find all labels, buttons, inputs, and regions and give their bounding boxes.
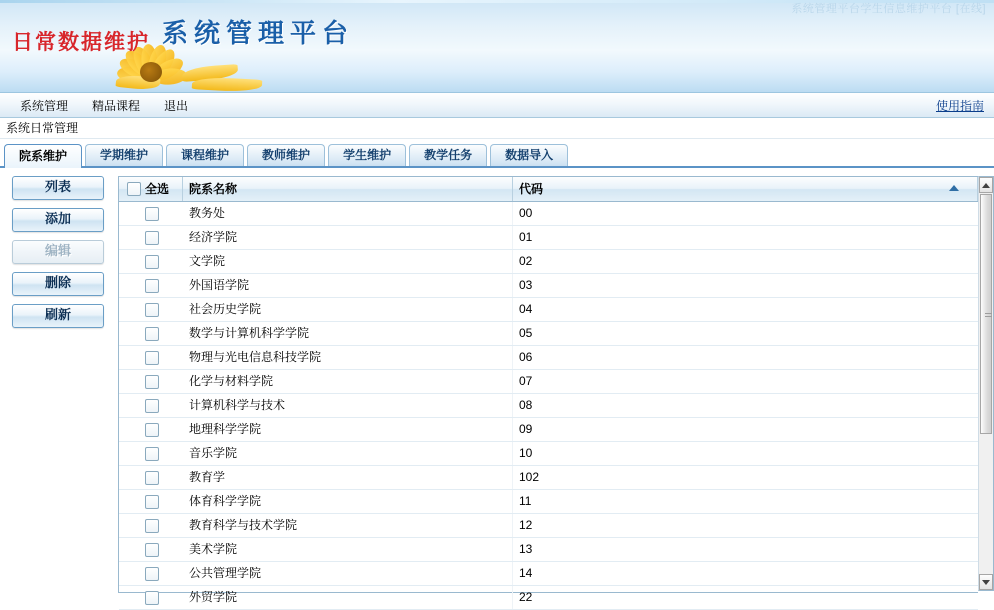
row-checkbox[interactable] — [145, 471, 159, 485]
table-row[interactable] — [119, 562, 978, 586]
platform-subtitle: 日常数据维护 — [12, 30, 150, 54]
sort-ascending-icon — [949, 185, 959, 191]
cell-department-code: 102 — [519, 470, 540, 484]
table-row[interactable] — [119, 418, 978, 442]
row-checkbox[interactable] — [145, 327, 159, 341]
table-row[interactable] — [119, 370, 978, 394]
tab-teacher-maintenance[interactable]: 教师维护 — [247, 144, 325, 166]
tab-semester-maintenance[interactable]: 学期维护 — [85, 144, 163, 166]
action-toolbar — [0, 176, 118, 336]
row-select-cell[interactable] — [119, 346, 183, 369]
sunflower-core — [140, 62, 162, 82]
platform-title: 系统管理平台 — [162, 19, 355, 48]
row-checkbox[interactable] — [145, 351, 159, 365]
row-select-cell[interactable] — [119, 442, 183, 465]
menu-item-quality-courses[interactable]: 精品课程 — [92, 98, 141, 113]
arrow-up-icon — [982, 183, 990, 188]
row-select-cell[interactable] — [119, 394, 183, 417]
row-select-cell[interactable] — [119, 298, 183, 321]
cell-department-code: 02 — [519, 254, 533, 268]
tab-department-maintenance[interactable]: 院系维护 — [4, 144, 82, 168]
cell-department-name: 地理科学学院 — [183, 418, 513, 441]
cell-department-name: 物理与光电信息科技学院 — [183, 346, 513, 369]
arrow-down-icon — [982, 580, 990, 585]
row-checkbox[interactable] — [145, 255, 159, 269]
row-select-cell[interactable] — [119, 538, 183, 561]
table-row[interactable] — [119, 538, 978, 562]
cell-department-name: 化学与材料学院 — [183, 370, 513, 393]
table-rows — [119, 202, 978, 610]
select-all-checkbox[interactable] — [127, 182, 141, 196]
select-all-label: 全选 — [145, 182, 170, 196]
tab-student-maintenance[interactable]: 学生维护 — [328, 144, 406, 166]
cell-department-name: 教育科学与技术学院 — [183, 514, 513, 537]
table-row[interactable] — [119, 514, 978, 538]
select-all-header[interactable] — [119, 177, 183, 201]
banner-ghost-text: 系统管理平台学生信息维护平台 [在线] — [791, 3, 986, 15]
usage-guide-link[interactable]: 使用指南 — [935, 99, 984, 113]
table-row[interactable] — [119, 202, 978, 226]
cell-department-code: 09 — [519, 422, 533, 436]
row-checkbox[interactable] — [145, 279, 159, 293]
cell-department-code: 00 — [519, 206, 533, 220]
cell-department-name: 数学与计算机科学学院 — [183, 322, 513, 345]
cell-department-name: 社会历史学院 — [183, 298, 513, 321]
edit-button: 编辑 — [12, 240, 104, 264]
table-row[interactable] — [119, 490, 978, 514]
cell-department-name: 经济学院 — [183, 226, 513, 249]
table-row[interactable] — [119, 274, 978, 298]
row-checkbox[interactable] — [145, 207, 159, 221]
cell-department-code: 07 — [519, 374, 533, 388]
table-vertical-scrollbar[interactable] — [978, 176, 994, 591]
refresh-button[interactable]: 刷新 — [12, 304, 104, 328]
cell-department-code: 04 — [519, 302, 533, 316]
row-checkbox[interactable] — [145, 423, 159, 437]
row-select-cell[interactable] — [119, 466, 183, 489]
row-select-cell[interactable] — [119, 586, 183, 609]
app-banner — [0, 0, 994, 93]
cell-department-code: 13 — [519, 542, 533, 556]
cell-department-code: 12 — [519, 518, 533, 532]
table-header-row — [119, 177, 978, 202]
cell-department-code: 11 — [519, 494, 532, 508]
cell-department-name: 公共管理学院 — [183, 562, 513, 585]
row-checkbox[interactable] — [145, 519, 159, 533]
cell-department-code: 06 — [519, 350, 533, 364]
table-row[interactable] — [119, 322, 978, 346]
column-header-code[interactable] — [513, 177, 978, 201]
row-checkbox[interactable] — [145, 591, 159, 605]
cell-department-name: 外国语学院 — [183, 274, 513, 297]
row-select-cell[interactable] — [119, 250, 183, 273]
row-checkbox[interactable] — [145, 543, 159, 557]
row-select-cell[interactable] — [119, 418, 183, 441]
content-area — [0, 168, 994, 604]
table-row[interactable] — [119, 442, 978, 466]
row-select-cell[interactable] — [119, 226, 183, 249]
cell-department-name: 计算机科学与技术 — [183, 394, 513, 417]
table-row[interactable] — [119, 226, 978, 250]
column-header-code-label: 代码 — [519, 182, 544, 196]
cell-department-code: 14 — [519, 566, 533, 580]
cell-department-code: 08 — [519, 398, 533, 412]
cell-department-name: 外贸学院 — [183, 586, 513, 609]
table-row[interactable] — [119, 250, 978, 274]
breadcrumb: 系统日常管理 — [0, 118, 994, 139]
menu-item-system-management[interactable]: 系统管理 — [20, 98, 69, 113]
tab-strip — [0, 139, 994, 168]
department-table — [118, 176, 978, 604]
scroll-down-button[interactable] — [979, 574, 993, 590]
scrollbar-grip-icon — [985, 313, 992, 319]
cell-department-name: 美术学院 — [183, 538, 513, 561]
row-select-cell[interactable] — [119, 370, 183, 393]
cell-department-name: 音乐学院 — [183, 442, 513, 465]
row-select-cell[interactable] — [119, 202, 183, 225]
table-row[interactable] — [119, 586, 978, 610]
row-select-cell[interactable] — [119, 322, 183, 345]
delete-button[interactable]: 删除 — [12, 272, 104, 296]
table-row[interactable] — [119, 346, 978, 370]
tab-teaching-task[interactable]: 教学任务 — [409, 144, 487, 166]
menu-item-logout[interactable]: 退出 — [164, 98, 189, 113]
cell-department-name: 文学院 — [183, 250, 513, 273]
tab-course-maintenance[interactable]: 课程维护 — [166, 144, 244, 166]
cell-department-name: 体育科学学院 — [183, 490, 513, 513]
add-button[interactable]: 添加 — [12, 208, 104, 232]
scroll-up-button[interactable] — [979, 177, 993, 193]
row-checkbox[interactable] — [145, 567, 159, 581]
table-row[interactable] — [119, 466, 978, 490]
cell-department-code: 05 — [519, 326, 533, 340]
tab-data-import[interactable]: 数据导入 — [490, 144, 568, 166]
list-button[interactable]: 列表 — [12, 176, 104, 200]
row-select-cell[interactable] — [119, 274, 183, 297]
table-row[interactable] — [119, 394, 978, 418]
row-select-cell[interactable] — [119, 490, 183, 513]
row-select-cell[interactable] — [119, 514, 183, 537]
cell-department-code: 22 — [519, 590, 533, 604]
cell-department-code: 01 — [519, 230, 533, 244]
row-checkbox[interactable] — [145, 303, 159, 317]
row-checkbox[interactable] — [145, 447, 159, 461]
row-checkbox[interactable] — [145, 375, 159, 389]
cell-department-code: 10 — [519, 446, 533, 460]
row-checkbox[interactable] — [145, 231, 159, 245]
main-menu-bar — [0, 93, 994, 118]
table-body — [119, 202, 978, 610]
cell-department-code: 03 — [519, 278, 533, 292]
cell-department-name: 教务处 — [183, 202, 513, 225]
row-select-cell[interactable] — [119, 562, 183, 585]
cell-department-name: 教育学 — [183, 466, 513, 489]
scrollbar-thumb[interactable] — [980, 194, 992, 434]
row-checkbox[interactable] — [145, 495, 159, 509]
table-row[interactable] — [119, 298, 978, 322]
row-checkbox[interactable] — [145, 399, 159, 413]
column-header-department-name[interactable]: 院系名称 — [183, 177, 513, 201]
